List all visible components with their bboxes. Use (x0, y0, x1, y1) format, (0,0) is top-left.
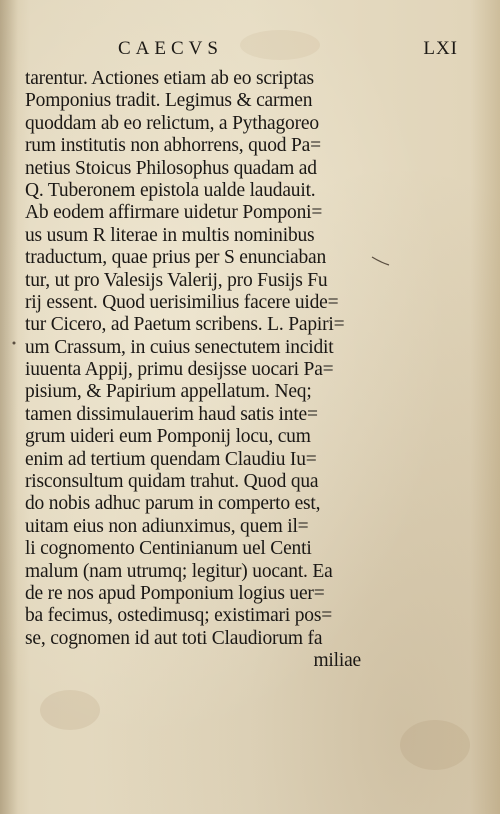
body-text (25, 68, 365, 673)
folio-number: LXI (423, 38, 458, 59)
text-line: tur, ut pro Valesijs Valerij, pro Fusijs Fu (25, 269, 328, 291)
text-line: risconsultum quidam trahut. Quod qua (25, 471, 319, 493)
text-line: li cognomento Centinianum uel Centi (25, 538, 312, 560)
text-line: traductum, quae prius per S enunciaban (25, 247, 327, 269)
marginal-mark-icon (370, 254, 392, 268)
text-line: rum institutis non abhorrens, quod Pa= (25, 135, 321, 157)
text-line: enim ad tertium quendam Claudiu Iu= (25, 448, 317, 470)
text-line: de re nos apud Pomponium logius uer= (25, 582, 325, 604)
running-head: CAECVS (118, 38, 223, 59)
text-line: uitam eius non adiunximus, quem il= (25, 515, 309, 537)
text-line: netius Stoicus Philosophus quadam ad (25, 157, 317, 179)
text-line: um Crassum, in cuius senectutem incidit (25, 336, 334, 358)
text-line: se, cognomen id aut toti Claudiorum fa (25, 627, 323, 649)
page-gutter-shadow (0, 0, 18, 814)
catchword: miliae (313, 650, 361, 672)
text-line: Q. Tuberonem epistola ualde laudauit. (25, 179, 316, 201)
page-header (118, 38, 458, 62)
paper-stain (400, 720, 470, 770)
text-line: Pomponius tradit. Legimus & carmen (25, 90, 313, 112)
marginal-dot-icon (10, 338, 18, 348)
text-line: Ab eodem affirmare uidetur Pomponi= (25, 202, 323, 224)
text-line: us usum R literae in multis nominibus (25, 224, 315, 246)
text-line: ba fecimus, ostedimusq; existimari pos= (25, 605, 333, 627)
text-line: do nobis adhuc parum in comperto est, (25, 493, 321, 515)
text-line: malum (nam utrumq; legitur) uocant. Ea (25, 560, 333, 582)
paper-stain (40, 690, 100, 730)
text-line: iuuenta Appij, primu desijsse uocari Pa= (25, 359, 334, 381)
text-line: tur Cicero, ad Paetum scribens. L. Papiri= (25, 314, 345, 336)
text-line: tamen dissimulauerim haud satis inte= (25, 403, 318, 425)
text-line: pisium, & Papirium appellatum. Neq; (25, 381, 312, 403)
text-line: tarentur. Actiones etiam ab eo scriptas (25, 68, 314, 89)
text-line: grum uideri eum Pomponij locu, cum (25, 426, 311, 448)
text-line: quoddam ab eo relictum, a Pythagoreo (25, 112, 319, 134)
text-line: rij essent. Quod uerisimilius facere uide= (25, 291, 339, 313)
